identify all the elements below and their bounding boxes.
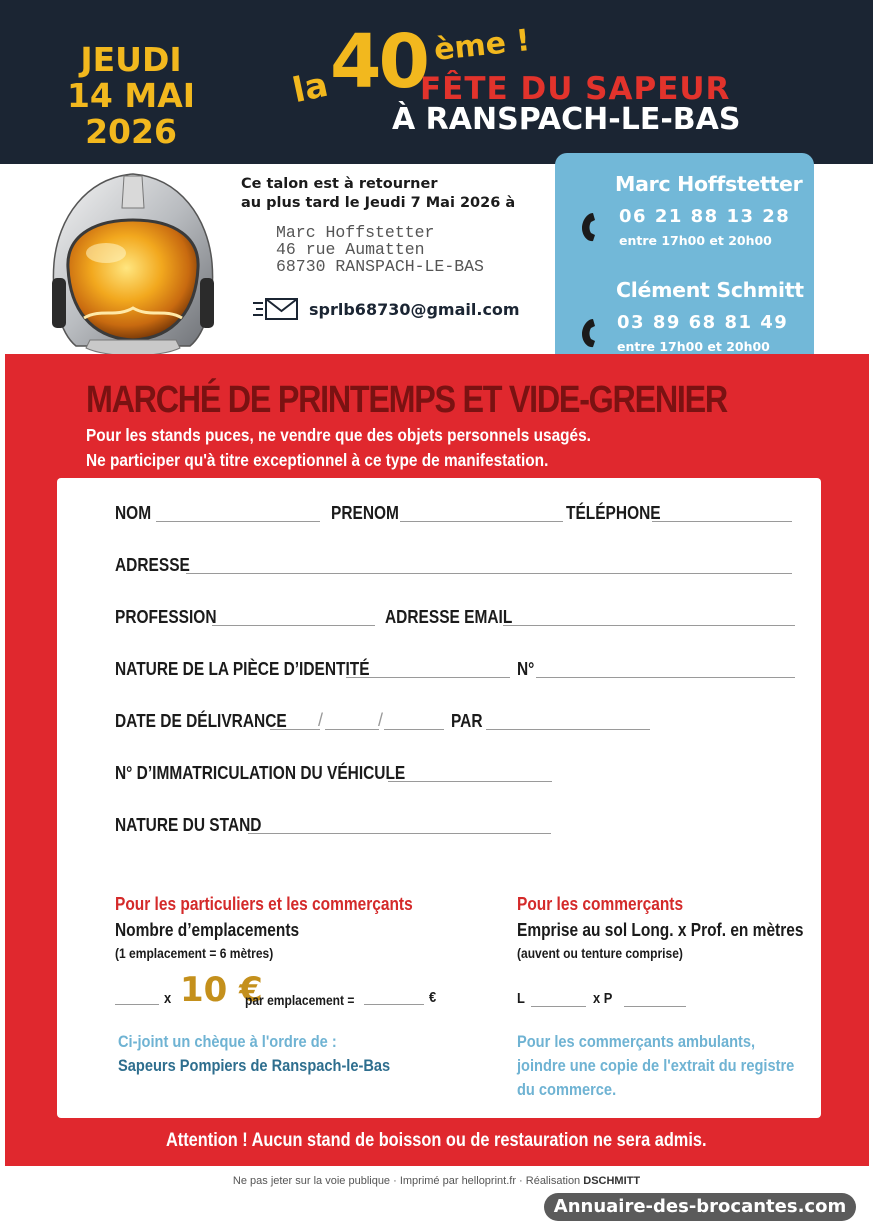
footer-text: Ne pas jeter sur la voie publique · Imprimé par helloprint.fr · Réalisation xyxy=(232,1175,581,1187)
address-city: 68730 RANSPACH-LE-BAS xyxy=(276,257,484,276)
length-label: L xyxy=(517,990,525,1007)
label-nom: NOM xyxy=(115,503,152,523)
watermark-badge: Annuaire-des-brocantes.com xyxy=(544,1193,856,1221)
section-subtitle-2: Ne participer qu'à titre exceptionnel à ce type de manifestation. xyxy=(86,450,549,470)
field-numero[interactable] xyxy=(536,677,795,678)
footer-brand: DSCHMITT xyxy=(583,1175,641,1187)
particuliers-note: (1 emplacement = 6 mètres) xyxy=(115,945,274,961)
commercants-subheading: Emprise au sol Long. x Prof. en mètres xyxy=(517,920,804,940)
contact-box xyxy=(555,153,814,371)
cheque-instruction: Ci-joint un chèque à l'ordre de : xyxy=(118,1032,337,1051)
field-email[interactable] xyxy=(503,625,795,626)
times-sign: x xyxy=(164,990,172,1007)
field-date-day[interactable] xyxy=(270,729,320,730)
field-prenom[interactable] xyxy=(400,521,563,522)
field-longueur[interactable] xyxy=(531,1006,586,1007)
section-subtitle-1: Pour les stands puces, ne vendre que des objets personnels usagés. xyxy=(86,425,591,445)
event-title: FÊTE DU SAPEUR xyxy=(420,71,731,107)
field-telephone[interactable] xyxy=(652,521,792,522)
date-separator: / xyxy=(318,710,324,730)
field-nom[interactable] xyxy=(156,521,320,522)
ambulant-note-2: joindre une copie de l'extrait du registre xyxy=(517,1056,795,1075)
firefighter-helmet-icon xyxy=(46,168,220,362)
section-title: MARCHÉ DE PRINTEMPS ET VIDE-GRENIER xyxy=(86,379,727,421)
field-nature-stand[interactable] xyxy=(248,833,551,834)
label-par: PAR xyxy=(451,711,483,731)
return-instructions xyxy=(241,175,515,213)
label-immatriculation: N° D’IMMATRICULATION DU VÉHICULE xyxy=(115,763,406,783)
footer xyxy=(0,1175,873,1187)
currency-sign: € xyxy=(429,989,437,1006)
field-adresse[interactable] xyxy=(186,573,792,574)
field-immatriculation[interactable] xyxy=(388,781,552,782)
event-article: la xyxy=(289,64,332,112)
warning-text: Attention ! Aucun stand de boisson ou de restauration ne sera admis. xyxy=(166,1130,707,1151)
address-street: 46 rue Aumatten xyxy=(276,240,425,259)
price-per-spot: 10 € xyxy=(180,970,263,1010)
depth-label: x P xyxy=(593,990,613,1007)
particuliers-subheading: Nombre d’emplacements xyxy=(115,920,300,940)
return-line-1: Ce talon est à retourner xyxy=(241,176,438,192)
contact-2-phone[interactable]: 03 89 68 81 49 xyxy=(617,312,789,333)
ambulant-note-1: Pour les commerçants ambulants, xyxy=(517,1032,756,1051)
field-profession[interactable] xyxy=(212,625,375,626)
label-prenom: PRENOM xyxy=(331,503,399,523)
address-name: Marc Hoffstetter xyxy=(276,223,435,242)
label-profession: PROFESSION xyxy=(115,607,217,627)
label-email: ADRESSE EMAIL xyxy=(385,607,513,627)
field-par[interactable] xyxy=(486,729,650,730)
contact-1-phone[interactable]: 06 21 88 13 28 xyxy=(619,206,791,227)
field-date-month[interactable] xyxy=(325,729,379,730)
event-date xyxy=(62,42,200,150)
label-nature-piece: NATURE DE LA PIÈCE D’IDENTITÉ xyxy=(115,659,370,679)
field-profondeur[interactable] xyxy=(624,1006,686,1007)
date-day: JEUDI xyxy=(80,40,182,79)
event-location: À RANSPACH-LE-BAS xyxy=(392,102,741,137)
contact-1-name: Marc Hoffstetter xyxy=(615,172,803,196)
commercants-heading: Pour les commerçants xyxy=(517,894,684,914)
label-nature-stand: NATURE DU STAND xyxy=(115,815,262,835)
commercants-note: (auvent ou tenture comprise) xyxy=(517,945,683,961)
contact-1-hours: entre 17h00 et 20h00 xyxy=(619,233,772,248)
phone-icon xyxy=(579,211,601,243)
return-line-2: au plus tard le Jeudi 7 Mai 2026 à xyxy=(241,195,516,211)
ambulant-note-3: du commerce. xyxy=(517,1080,617,1099)
field-nombre-emplacements[interactable] xyxy=(115,1004,159,1005)
date-year: 2026 xyxy=(85,112,177,151)
per-spot-label: par emplacement = xyxy=(245,992,355,1008)
header-banner xyxy=(0,0,873,164)
date-separator: / xyxy=(378,710,384,730)
label-date-delivrance: DATE DE DÉLIVRANCE xyxy=(115,711,287,731)
label-adresse: ADRESSE xyxy=(115,555,190,575)
field-date-year[interactable] xyxy=(384,729,444,730)
date-month: 14 MAI xyxy=(66,76,196,115)
event-ordinal: ème ! xyxy=(432,23,532,68)
postal-address xyxy=(276,224,484,275)
label-numero: N° xyxy=(517,659,535,679)
email-row xyxy=(253,296,520,322)
cheque-payee: Sapeurs Pompiers de Ranspach-le-Bas xyxy=(118,1056,391,1075)
field-total[interactable] xyxy=(364,1004,424,1005)
label-telephone: TÉLÉPHONE xyxy=(566,503,661,523)
contact-2-hours: entre 17h00 et 20h00 xyxy=(617,339,770,354)
email-envelope-icon xyxy=(253,297,299,321)
contact-email[interactable]: sprlb68730@gmail.com xyxy=(309,299,520,319)
warning-banner xyxy=(0,1130,873,1152)
field-nature-piece[interactable] xyxy=(346,677,510,678)
phone-icon xyxy=(579,317,601,349)
event-number: 40 xyxy=(330,19,427,105)
contact-2-name: Clément Schmitt xyxy=(616,278,804,302)
particuliers-heading: Pour les particuliers et les commerçants xyxy=(115,894,413,914)
